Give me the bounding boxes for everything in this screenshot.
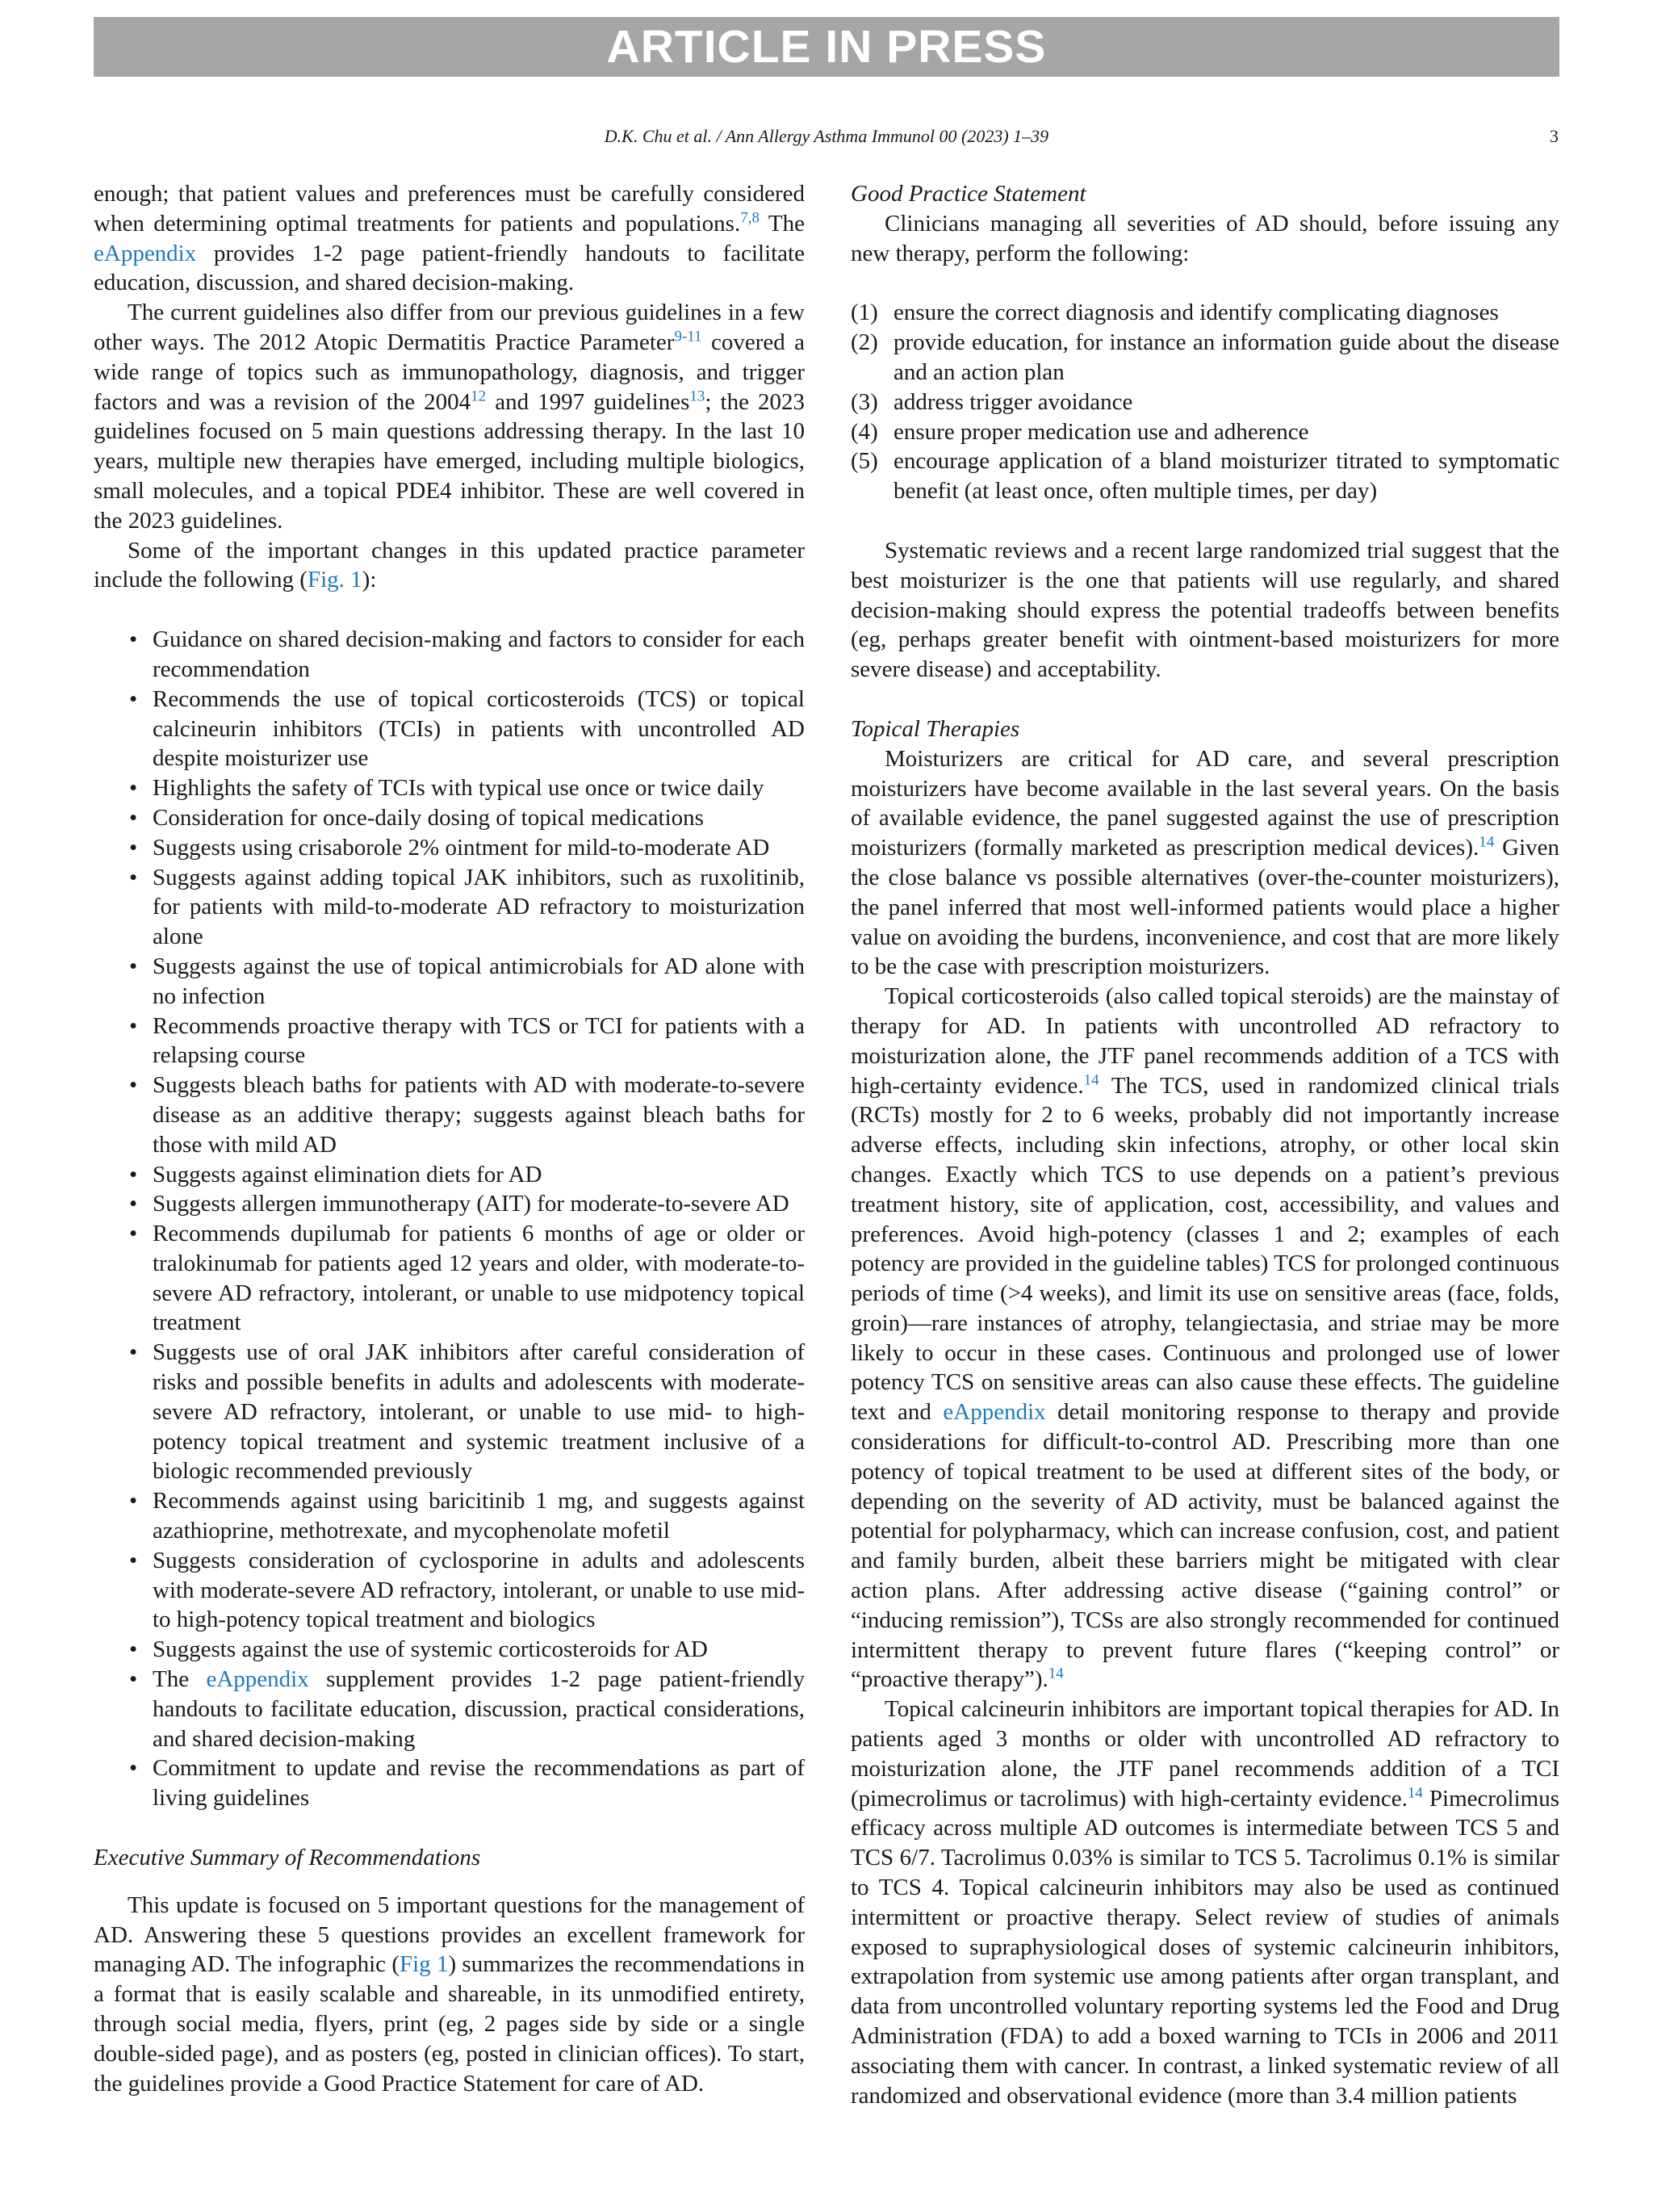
list-item <box>851 388 1559 417</box>
spacer <box>851 268 1559 298</box>
bullet-text: Recommends dupilumab for patients 6 months of age or older or tralokinumab for patients aged 12 years and older, with moderate-to-severe AD refractory, intolerant, or unable to use midpotency topical treatment <box>153 1221 805 1336</box>
text: and 1997 guidelines <box>486 388 690 415</box>
figure-1-link[interactable]: Fig 1 <box>399 1951 449 1978</box>
list-item <box>94 1070 805 1159</box>
item-number: (4) <box>851 418 878 445</box>
list-item <box>851 298 1559 328</box>
list-item <box>94 863 805 952</box>
list-item <box>94 1219 805 1338</box>
bullet-text: Recommends the use of topical corticosteroids (TCS) or topical calcineurin inhibitors (TCIs) in patients with uncontrolled AD despite moisturizer use <box>153 685 805 772</box>
text: Topical corticosteroids (also called topical steroids) are the mainstay of therapy for AD. In patients with uncontrolled AD refractory to moisturization alone, the JTF panel recommends addition of a TCS with high-certainty evidence. <box>851 983 1559 1099</box>
paragraph-executive-summary <box>94 1891 805 2099</box>
item-number: (2) <box>851 329 878 356</box>
section-heading-executive-summary: Executive Summary of Recommendations <box>94 1845 481 1871</box>
citation[interactable]: 14 <box>1048 1665 1064 1682</box>
list-item <box>94 803 805 833</box>
paragraph-changes-intro <box>94 536 805 596</box>
citation[interactable]: 14 <box>1407 1783 1423 1801</box>
spacer <box>94 1813 805 1843</box>
bullet-icon: • <box>129 834 138 861</box>
bullet-icon: • <box>129 1072 138 1099</box>
section-heading-topical-therapies: Topical Therapies <box>851 715 1020 742</box>
bullet-icon: • <box>129 1339 138 1366</box>
text: ): <box>362 567 377 593</box>
item-number: (1) <box>851 300 878 326</box>
citation[interactable]: 14 <box>1083 1070 1099 1088</box>
text: This update is focused on 5 important questions for the management of AD. Answering these 5 questions provides an excellent framework for managing AD. The infographic ( <box>94 1892 805 1978</box>
list-item <box>851 446 1559 506</box>
spacer <box>94 595 805 625</box>
bullet-icon: • <box>129 1191 138 1217</box>
figure-1-link[interactable]: Fig. 1 <box>307 567 362 593</box>
bullet-icon: • <box>129 804 138 831</box>
text: The TCS, used in randomized clinical trials (RCTs) mostly for 2 to 6 weeks, probably did not importantly increase adverse effects, including skin infections, atrophy, or other local skin changes. Exactly which TCS to use depends on a patient’s previous treatment history, site of application, cost, accessibility, and values and preferences. Avoid high-potency (classes 1 and 2; examples of each potency are provided in the guideline tables) TCS for prolonged continuous periods of time (>4 weeks), and limit its use on sensitive areas (face, folds, groin)—rare instances of atrophy, telangiectasia, and striae may be more likely to occur in these cases. Continuous and prolonged use of lower potency TCS on sensitive areas can also cause these effects. The guideline text and <box>851 1072 1559 1426</box>
bullet-text: Suggests against elimination diets for AD <box>153 1161 542 1188</box>
bullet-icon: • <box>129 1547 138 1573</box>
text: enough; that patient values and preferences must be carefully considered when determining optimal treatments for patients and populations. <box>94 181 805 237</box>
list-item <box>94 773 805 803</box>
bullet-text: Commitment to update and revise the recommendations as part of living guidelines <box>153 1755 805 1812</box>
list-item <box>94 1753 805 1813</box>
text: Moisturizers are critical for AD care, and several prescription moisturizers have become available in the last several years. On the basis of available evidence, the panel suggested against the use of prescription moisturizers (formally marketed as prescription medical devices). <box>851 745 1559 861</box>
bullet-icon: • <box>129 775 138 802</box>
eappendix-link[interactable]: eAppendix <box>943 1399 1046 1426</box>
right-column <box>851 179 1559 2110</box>
list-item <box>94 1012 805 1071</box>
bullet-text: Highlights the safety of TCIs with typical use once or twice daily <box>153 775 764 802</box>
bullet-text: Suggests against the use of systemic corticosteroids for AD <box>153 1636 708 1663</box>
eappendix-link[interactable]: eAppendix <box>206 1666 309 1693</box>
bullet-text: Consideration for once-daily dosing of topical medications <box>153 804 704 831</box>
paragraph-differences <box>94 298 805 535</box>
paragraph-good-practice-intro: Clinicians managing all severities of AD should, before issuing any new therapy, perform the following: <box>851 210 1559 266</box>
text: ; the 2023 guidelines focused on 5 main questions addressing therapy. In the last 10 years, multiple new therapies have emerged, including multiple biologics, small molecules, and a topical PDE4 inhibitor. These are well covered in the 2023 guidelines. <box>94 388 806 534</box>
text: provides 1-2 page patient-friendly handouts to facilitate education, discussion, and shared decision-making. <box>94 240 805 296</box>
bullet-icon: • <box>129 1666 138 1693</box>
bullet-text: supplement provides 1-2 page patient-friendly handouts to facilitate education, discussion, practical considerations, and shared decision-making <box>153 1666 805 1752</box>
list-item <box>94 1546 805 1635</box>
list-item <box>94 1486 805 1546</box>
bullet-text: Recommends proactive therapy with TCS or TCI for patients with a relapsing course <box>153 1012 805 1069</box>
bullet-icon: • <box>129 1488 138 1514</box>
bullet-icon: • <box>129 1012 138 1039</box>
bullet-text: Guidance on shared decision-making and factors to consider for each recommendation <box>153 626 805 682</box>
list-item <box>94 1635 805 1665</box>
bullet-text: Suggests allergen immunotherapy (AIT) for moderate-to-severe AD <box>153 1191 789 1217</box>
list-item <box>851 328 1559 388</box>
item-number: (5) <box>851 448 878 475</box>
list-item <box>94 952 805 1012</box>
bullet-icon: • <box>129 1161 138 1188</box>
bullet-icon: • <box>129 864 138 890</box>
list-item <box>94 685 805 773</box>
citation[interactable]: 14 <box>1479 833 1495 851</box>
paragraph-topical-calcineurin-inhibitors <box>851 1695 1559 2110</box>
bullet-text: Suggests consideration of cyclosporine in adults and adolescents with moderate-severe AD refractory, intolerant, or unable to use mid- to high-potency topical treatment and biologics <box>153 1547 805 1633</box>
bullet-icon: • <box>129 1636 138 1663</box>
citation[interactable]: 13 <box>689 387 705 404</box>
text: detail monitoring response to therapy and provide considerations for difficult-to-control AD. Prescribing more than one potency of topical treatment to be used at different sites of the body, or depending on the severity of AD activity, must be balanced against the potential for polypharmacy, which can increase confusion, cost, and patient and family burden, albeit these barriers might be mitigated with clear action plans. After addressing active disease (“gaining control” or “inducing remission”), TCSs are also strongly recommended for continued intermittent therapy to prevent future flares (“keeping control” or “proactive therapy”). <box>851 1399 1559 1693</box>
paragraph-values <box>94 179 805 298</box>
spacer <box>851 685 1559 714</box>
spacer <box>94 1873 805 1891</box>
paragraph-topical-corticosteroids <box>851 982 1559 1695</box>
list-item <box>94 833 805 863</box>
item-text: ensure proper medication use and adherence <box>893 418 1309 445</box>
citation[interactable]: 9-11 <box>674 328 702 346</box>
item-number: (3) <box>851 388 878 415</box>
list-item <box>94 1160 805 1190</box>
page-number: 3 <box>1550 126 1559 146</box>
text: The <box>759 210 806 237</box>
bullet-text: Suggests bleach baths for patients with AD with moderate-to-severe disease as an additive therapy; suggests against bleach baths for those with mild AD <box>153 1072 805 1158</box>
list-item <box>94 1338 805 1486</box>
list-item <box>94 1189 805 1219</box>
changes-bullet-list <box>94 625 805 1813</box>
spacer <box>851 506 1559 536</box>
list-item <box>851 417 1559 447</box>
good-practice-numbered-list <box>851 298 1559 506</box>
article-in-press-banner: ARTICLE IN PRESS <box>94 17 1559 77</box>
bullet-icon: • <box>129 685 138 712</box>
list-item <box>94 625 805 685</box>
bullet-text: Recommends against using baricitinib 1 mg, and suggests against azathioprine, methotrexate, and mycophenolate mofetil <box>153 1488 805 1544</box>
item-text: address trigger avoidance <box>893 388 1133 415</box>
text: Topical calcineurin inhibitors are important topical therapies for AD. In patients aged 3 months or older with uncontrolled AD refractory to moisturization alone, the JTF panel recommends addition of a TCI (pimecrolimus or tacrolimus) with high-certainty evidence. <box>851 1696 1559 1812</box>
bullet-icon: • <box>129 1755 138 1782</box>
text: covered a wide range of topics such as immunopathology, diagnosis, and trigger factors and was a revision of the 2004 <box>94 329 805 415</box>
paragraph-systematic-reviews: Systematic reviews and a recent large randomized trial suggest that the best moisturizer is the one that patients will use regularly, and shared decision-making should express the potential tradeoffs between benefits (eg, perhaps greater benefit with ointment-based moisturizers for more severe disease) and acceptability. <box>851 537 1559 683</box>
bullet-text: Suggests use of oral JAK inhibitors after careful consideration of risks and possible benefits in adults and adolescents with moderate-severe AD refractory, intolerant, or unable to use mid- to high-potency topical treatment and systemic treatment inclusive of a biologic recommended previously <box>153 1339 805 1485</box>
list-item <box>94 1665 805 1753</box>
section-heading-good-practice: Good Practice Statement <box>851 181 1086 207</box>
left-column <box>94 179 805 2098</box>
bullet-text: Suggests against adding topical JAK inhibitors, such as ruxolitinib, for patients with mild-to-moderate AD refractory to moisturization alone <box>153 864 805 950</box>
item-text: provide education, for instance an information guide about the disease and an action plan <box>893 329 1559 385</box>
text: Given the close balance vs possible alternatives (over-the-counter moisturizers), the panel inferred that most well-informed patients would place a higher value on avoiding the burdens, inconvenience, and cost that are more likely to be the case with prescription moisturizers. <box>851 835 1559 980</box>
bullet-text: Suggests using crisaborole 2% ointment for mild-to-moderate AD <box>153 834 770 861</box>
bullet-icon: • <box>129 953 138 979</box>
eappendix-link[interactable]: eAppendix <box>94 240 197 266</box>
citation[interactable]: 7,8 <box>740 209 760 227</box>
text: Some of the important changes in this updated practice parameter include the following ( <box>94 537 805 593</box>
item-text: ensure the correct diagnosis and identify complicating diagnoses <box>893 300 1499 326</box>
citation[interactable]: 12 <box>471 387 487 404</box>
item-text: encourage application of a bland moisturizer titrated to symptomatic benefit (at least once, often multiple times, per day) <box>893 448 1559 505</box>
bullet-icon: • <box>129 626 138 653</box>
bullet-icon: • <box>129 1221 138 1247</box>
text: ) summarizes the recommendations in a format that is easily scalable and shareable, in its unmodified entirety, through social media, flyers, print (eg, 2 pages side by side or a single double-sided page), and as posters (eg, posted in clinician offices). To start, the guidelines provide a Good Practice Statement for care of AD. <box>94 1951 805 2097</box>
text: The current guidelines also differ from our previous guidelines in a few other ways. The 2012 Atopic Dermatitis Practice Parameter <box>94 300 805 355</box>
bullet-text: The <box>153 1666 207 1693</box>
paragraph-moisturizers <box>851 744 1559 982</box>
text: Pimecrolimus efficacy across multiple AD outcomes is intermediate between TCS 5 and TCS 6/7. Tacrolimus 0.03% is similar to TCS 5. Tacrolimus 0.1% is similar to TCS 4. Topical calcineurin inhibitors may also be used as continued intermittent or proactive therapy. Select review of studies of animals exposed to supraphysiological doses of systemic calcineurin inhibitors, extrapolation from systemic use among patients after organ transplant, and data from uncontrolled voluntary reporting systems led the Food and Drug Administration (FDA) to add a boxed warning to TCIs in 2006 and 2011 associating them with cancer. In contrast, a linked systematic review of all randomized and observational evidence (more than 3.4 million patients <box>851 1785 1559 2109</box>
running-head: D.K. Chu et al. / Ann Allergy Asthma Immunol 00 (2023) 1–39 <box>604 126 1049 146</box>
bullet-text: Suggests against the use of topical antimicrobials for AD alone with no infection <box>153 953 805 1009</box>
